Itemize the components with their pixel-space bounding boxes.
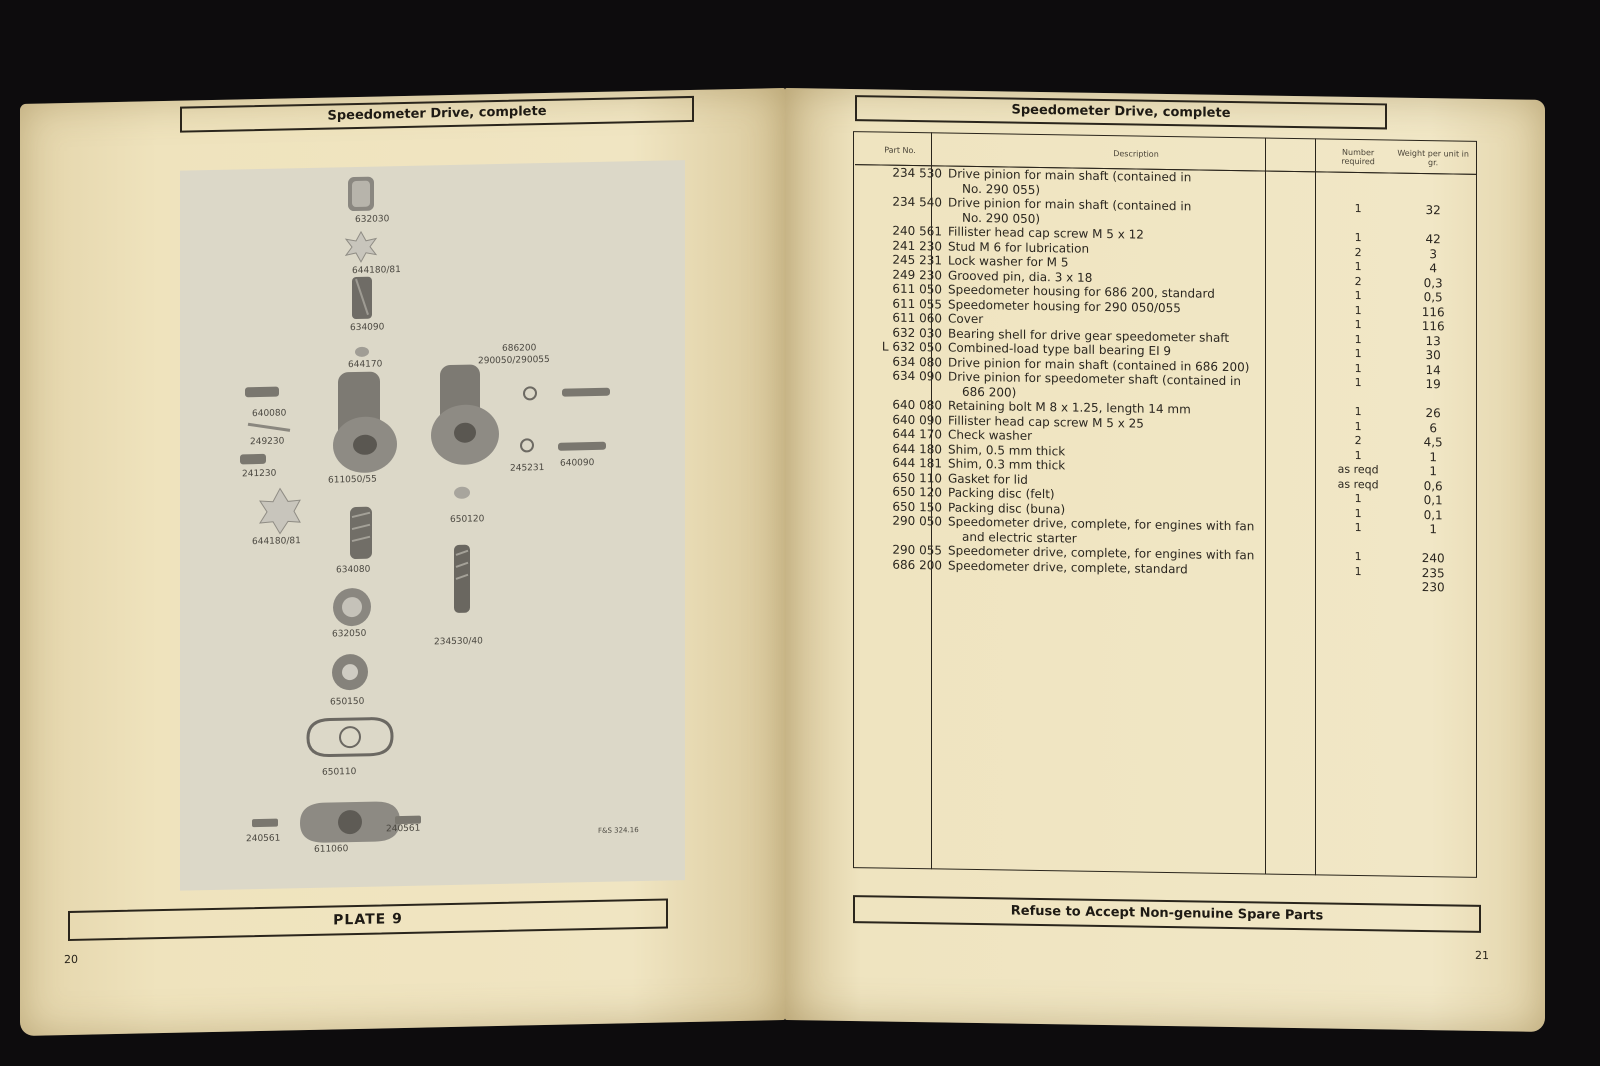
number-required-cell: 2: [1354, 433, 1362, 448]
description-line: Retaining bolt M 8 x 1.25, length 14 mm: [948, 398, 1191, 417]
number-required-cell: 2: [1354, 274, 1362, 288]
page-number-left: 20: [64, 952, 78, 967]
part-number-cell: 249 230: [892, 267, 942, 282]
number-required-cell: [1327, 172, 1389, 202]
weight-cell: 14: [1425, 362, 1441, 377]
part-label: 634090: [350, 322, 385, 334]
part-label: 640090: [560, 457, 595, 469]
number-required-cell: 1: [1354, 375, 1362, 390]
part-number-cell: 290 055: [892, 542, 942, 558]
description-line: Drive pinion for main shaft (contained in 686 200): [948, 355, 1250, 374]
parts-rows: [855, 165, 1477, 596]
weight-cell: 0,3: [1423, 275, 1443, 290]
number-required-cell: 1: [1354, 506, 1362, 520]
part-label: 632030: [355, 214, 390, 226]
number-required-cell: 1: [1354, 549, 1362, 564]
part-number-cell: 245 231: [892, 252, 942, 268]
weight-cell: 116: [1421, 304, 1445, 319]
part-number-cell: 632 030: [892, 325, 942, 340]
left-page: [20, 88, 785, 1036]
description-line: Speedometer drive, complete, for engines with fan: [948, 543, 1255, 563]
part-number-cell: [855, 571, 945, 587]
weight-cell: 6: [1429, 420, 1437, 435]
description-line: Fillister head cap screw M 5 x 25: [948, 413, 1144, 431]
part-label: 249230: [250, 436, 285, 448]
number-required-cell: 2: [1354, 245, 1362, 259]
page-number-right: 21: [1475, 948, 1489, 963]
number-required-cell: 1: [1354, 448, 1362, 462]
weight-cell: 116: [1421, 319, 1445, 334]
part-number-cell: 644 181: [892, 455, 942, 471]
weight-cell: 0,1: [1423, 507, 1443, 522]
part-label: 634080: [336, 564, 371, 576]
part-number-cell: 650 150: [892, 499, 942, 514]
number-required-cell: [1327, 579, 1389, 594]
right-page: [785, 88, 1545, 1032]
description-line: Shim, 0.3 mm thick: [948, 456, 1066, 473]
number-required-cell: 1: [1354, 491, 1362, 506]
part-number-cell: 611 055: [892, 296, 942, 311]
weight-cell: 19: [1425, 377, 1441, 392]
part-label: 650120: [450, 514, 485, 526]
description-line: Stud M 6 for lubrication: [948, 239, 1090, 256]
part-number-cell: 234 540: [892, 194, 942, 210]
part-label: 234530/40: [434, 636, 483, 648]
description-line: Packing disc (felt): [948, 485, 1055, 502]
part-number-cell: 640 080: [892, 397, 942, 413]
number-required-cell: 1: [1354, 201, 1362, 216]
figure-code: F&S 324.16: [598, 826, 639, 835]
description-line: Shim, 0.5 mm thick: [948, 442, 1066, 458]
part-number-cell: 611 060: [892, 310, 942, 326]
weight-cell: 1: [1429, 464, 1437, 479]
description-line: Bearing shell for drive gear speedometer shaft: [948, 326, 1230, 345]
part-label: 290050/290055: [478, 354, 550, 367]
col-header-number-required: Number required: [1327, 142, 1389, 173]
description-line: Drive pinion for main shaft (contained in: [948, 195, 1192, 214]
weight-cell: 4,5: [1423, 435, 1443, 450]
number-required-cell: as reqd: [1337, 462, 1379, 477]
weight-cell: 30: [1425, 348, 1441, 363]
number-required-cell: 1: [1354, 564, 1362, 578]
description-line: Packing disc (buna): [948, 500, 1066, 516]
part-number-cell: 240 561: [892, 223, 942, 239]
weight-cell: 0,5: [1423, 290, 1443, 305]
description-continuation: No. 290 055): [962, 181, 1041, 197]
plate-label: PLATE 9: [68, 898, 668, 941]
part-number-cell: 634 080: [892, 354, 942, 369]
description-line: Speedometer drive, complete, for engines with fan: [948, 514, 1255, 534]
weight-cell: 26: [1425, 406, 1441, 421]
part-label: 240561: [246, 833, 281, 845]
col-header-description: Description: [945, 136, 1327, 173]
part-number-cell: 650 120: [892, 484, 942, 500]
description-line: Drive pinion for main shaft (contained in: [948, 166, 1192, 185]
part-number-cell: 634 090: [892, 368, 942, 384]
left-page-header: Speedometer Drive, complete: [180, 96, 694, 133]
col-header-weight: Weight per unit in gr.: [1389, 142, 1477, 174]
part-number-cell: 611 050: [892, 281, 942, 297]
weight-cell: 42: [1425, 232, 1441, 247]
part-number-cell: L 632 050: [881, 339, 942, 355]
description-line: Lock washer for M 5: [948, 253, 1069, 270]
part-label: 640080: [252, 408, 287, 420]
part-label: 245231: [510, 463, 545, 474]
number-required-cell: 1: [1354, 346, 1362, 361]
description-line: Grooved pin, dia. 3 x 18: [948, 268, 1093, 285]
part-label: 650110: [322, 766, 357, 778]
description-line: Cover: [948, 311, 984, 327]
weight-cell: 1: [1429, 522, 1437, 537]
weight-cell: 4: [1429, 261, 1437, 276]
part-label: 611060: [314, 844, 349, 855]
part-number-cell: 234 530: [892, 165, 942, 181]
weight-cell: 1: [1429, 449, 1437, 464]
number-required-cell: as reqd: [1337, 477, 1379, 491]
weight-cell: 230: [1421, 580, 1445, 595]
description-line: Gasket for lid: [948, 471, 1028, 487]
part-label: 686200: [502, 343, 537, 354]
part-number-cell: 644 180: [892, 441, 942, 456]
part-number-cell: 686 200: [892, 557, 942, 572]
number-required-cell: 1: [1354, 404, 1362, 419]
col-header-part-no: Part No.: [855, 134, 945, 166]
parts-table: [855, 134, 1477, 595]
part-label: 632050: [332, 628, 367, 640]
number-required-cell: 1: [1354, 230, 1362, 245]
part-number-cell: 290 050: [892, 513, 942, 529]
number-required-cell: 1: [1354, 259, 1362, 274]
part-number-cell: 644 170: [892, 426, 942, 442]
number-required-cell: 1: [1354, 317, 1362, 332]
number-required-cell: 1: [1354, 303, 1362, 317]
description-line: Speedometer housing for 290 050/055: [948, 297, 1181, 315]
number-required-cell: 1: [1354, 288, 1362, 303]
description-line: Check washer: [948, 427, 1033, 443]
description-line: Speedometer housing for 686 200, standard: [948, 282, 1215, 301]
number-required-cell: 1: [1354, 419, 1362, 433]
description-continuation: No. 290 050): [962, 210, 1041, 226]
number-required-cell: 1: [1354, 361, 1362, 375]
part-number-cell: 241 230: [892, 238, 942, 253]
exploded-diagram: [180, 160, 685, 891]
right-page-header: Speedometer Drive, complete: [855, 95, 1387, 129]
weight-cell: 32: [1425, 203, 1441, 218]
open-manual: [20, 88, 1565, 1020]
description-line: Combined-load type ball bearing EI 9: [948, 340, 1172, 359]
weight-cell: 240: [1421, 551, 1445, 566]
part-number-cell: 650 110: [892, 470, 942, 485]
weight-cell: 0,6: [1423, 478, 1443, 493]
description-continuation: and electric starter: [962, 529, 1077, 546]
weight-cell: 3: [1429, 246, 1437, 261]
part-label: 644170: [348, 359, 383, 371]
weight-cell: 13: [1425, 333, 1441, 348]
number-required-cell: 1: [1354, 332, 1362, 346]
weight-cell: 235: [1421, 565, 1445, 580]
part-label: 241230: [242, 468, 277, 480]
description-continuation: 686 200): [962, 384, 1017, 400]
parts-drawing: [180, 160, 685, 891]
right-page-footer: Refuse to Accept Non-genuine Spare Parts: [853, 895, 1481, 933]
part-number-cell: 640 090: [892, 412, 942, 427]
weight-cell: [1389, 173, 1477, 204]
part-label: 644180/81: [352, 265, 401, 277]
description-line: Fillister head cap screw M 5 x 12: [948, 224, 1144, 242]
description-line: Drive pinion for speedometer shaft (contained in: [948, 369, 1241, 389]
description-line: Speedometer drive, complete, standard: [948, 558, 1188, 576]
part-label: 611050/55: [328, 474, 377, 486]
part-label: 644180/81: [252, 536, 301, 548]
part-label: 240561: [386, 823, 421, 835]
weight-cell: 0,1: [1423, 493, 1443, 508]
number-required-cell: 1: [1354, 520, 1362, 535]
part-label: 650150: [330, 696, 365, 708]
